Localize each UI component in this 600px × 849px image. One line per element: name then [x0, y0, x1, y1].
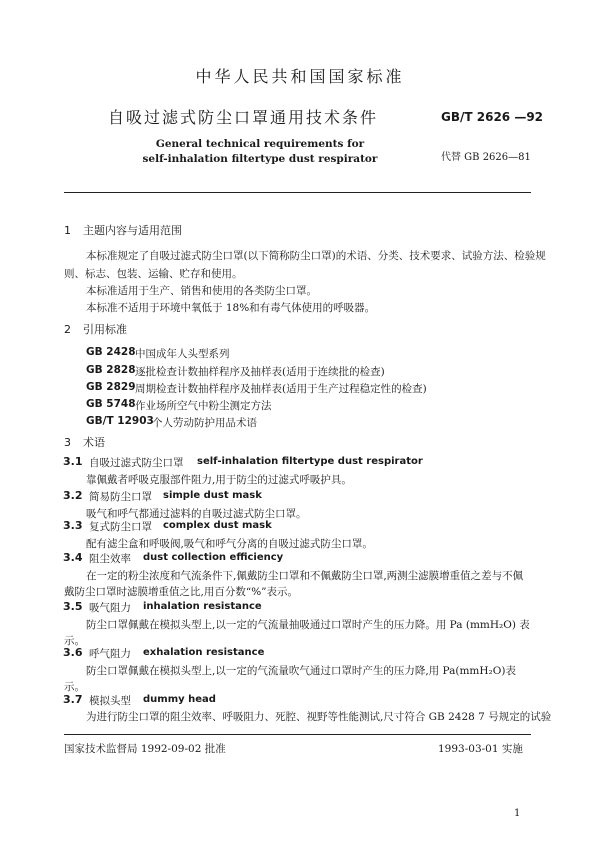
- implementation-date: 1993-03-01 实施: [438, 743, 523, 755]
- term-definition: 在一定的粉尘浓度和气流条件下,佩戴防尘口罩和不佩戴防尘口罩,两测尘滤膜增重值之差与不佩: [86, 570, 524, 582]
- approval-date: 国家技术监督局 1992-09-02 批准: [64, 743, 226, 755]
- reference-title: 中国成年人头型系列: [135, 348, 230, 360]
- reference-code: GB/T 12903: [86, 415, 154, 427]
- term-english: dust collection efficiency: [143, 552, 284, 563]
- term-definition: 防尘口罩佩戴在模拟头型上,以一定的气流量抽吸通过口罩时产生的压力降。用 Pa (mmH₂O) 表: [86, 619, 530, 631]
- term-chinese: 呼气阻力: [89, 648, 131, 660]
- term-definition: 靠佩戴者呼吸克服部件阻力,用于防尘的过滤式呼吸护具。: [86, 474, 352, 486]
- term-english: simple dust mask: [163, 490, 262, 501]
- english-title-line-1: General technical requirements for: [155, 138, 365, 150]
- reference-title: 作业场所空气中粉尘测定方法: [135, 400, 272, 412]
- term-definition-continuation: 示。: [64, 681, 85, 693]
- section-title: 术语: [83, 436, 105, 449]
- term-number: 3.6: [63, 646, 83, 659]
- page-number: 1: [514, 808, 521, 819]
- reference-code: GB 2828: [86, 364, 136, 376]
- term-definition: 吸气和呼气都通过滤料的自吸过滤式防尘口罩。: [86, 508, 307, 520]
- term-number: 3.4: [63, 551, 83, 564]
- section-number: 1: [64, 224, 71, 237]
- section-title: 引用标准: [83, 323, 127, 336]
- section-number: 3: [64, 436, 71, 449]
- english-title-line-2: self-inhalation filtertype dust respirator: [142, 153, 378, 165]
- header-divider: [64, 192, 531, 193]
- reference-code: GB 5748: [86, 398, 136, 410]
- reference-title: 逐批检查计数抽样程序及抽样表(适用于连续批的检查): [135, 366, 385, 378]
- term-number: 3.7: [63, 693, 83, 706]
- term-chinese: 吸气阻力: [89, 602, 131, 614]
- term-number: 3.5: [63, 600, 83, 613]
- section-3-heading: [64, 434, 105, 450]
- paragraph-continuation: 则、标志、包装、运输、贮存和使用。: [64, 268, 243, 280]
- term-chinese: 阻尘效率: [89, 553, 131, 565]
- standard-code: GB/T 2626 —92: [441, 110, 544, 124]
- reference-code: GB 2829: [86, 381, 136, 393]
- term-chinese: 自吸过滤式防尘口罩: [89, 457, 184, 469]
- paragraph: 本标准不适用于环境中氧低于 18%和有毒气体使用的呼吸器。: [86, 302, 376, 314]
- footer-divider: [64, 734, 531, 735]
- section-title: 主题内容与适用范围: [83, 224, 182, 237]
- reference-title: 个人劳动防护用品术语: [152, 417, 257, 429]
- paragraph: 本标准适用于生产、销售和使用的各类防尘口罩。: [86, 285, 317, 297]
- term-english: complex dust mask: [163, 520, 272, 531]
- term-chinese: 复式防尘口罩: [89, 521, 152, 533]
- term-definition-continuation: 示。: [64, 635, 85, 647]
- section-1-heading: [64, 222, 182, 238]
- term-english: exhalation resistance: [143, 647, 265, 658]
- term-number: 3.1: [63, 455, 83, 468]
- term-number: 3.3: [63, 519, 83, 532]
- reference-code: GB 2428: [86, 346, 136, 358]
- term-english: inhalation resistance: [143, 601, 262, 612]
- national-standard-heading: 中华人民共和国国家标准: [195, 67, 405, 86]
- term-chinese: 简易防尘口罩: [89, 491, 152, 503]
- term-number: 3.2: [63, 489, 83, 502]
- section-2-heading: [64, 321, 127, 337]
- term-definition-continuation: 戴防尘口罩时滤膜增重值之比,用百分数“%”表示。: [64, 586, 299, 598]
- term-english: dummy head: [143, 694, 216, 705]
- term-definition: 配有滤尘盒和呼吸阀,吸气和呼气分离的自吸过滤式防尘口罩。: [86, 538, 373, 550]
- section-number: 2: [64, 323, 71, 336]
- term-chinese: 模拟头型: [89, 695, 131, 707]
- replaces-standard: 代替 GB 2626—81: [441, 152, 531, 163]
- document-title: 自吸过滤式防尘口罩通用技术条件: [108, 108, 379, 127]
- paragraph: 本标准规定了自吸过滤式防尘口罩(以下简称防尘口罩)的术语、分类、技术要求、试验方法、检验规: [86, 250, 546, 262]
- term-english: self-inhalation filtertype dust respirator: [197, 456, 423, 467]
- term-definition: 为进行防尘口罩的阻尘效率、呼吸阻力、死腔、视野等性能测试,尺寸符合 GB 2428 7 号规定的试验: [86, 711, 552, 723]
- term-definition: 防尘口罩佩戴在模拟头型上,以一定的气流量吹气通过口罩时产生的压力降,用 Pa(mmH₂O)表: [86, 665, 516, 677]
- reference-title: 周期检查计数抽样程序及抽样表(适用于生产过程稳定性的检查): [135, 383, 427, 395]
